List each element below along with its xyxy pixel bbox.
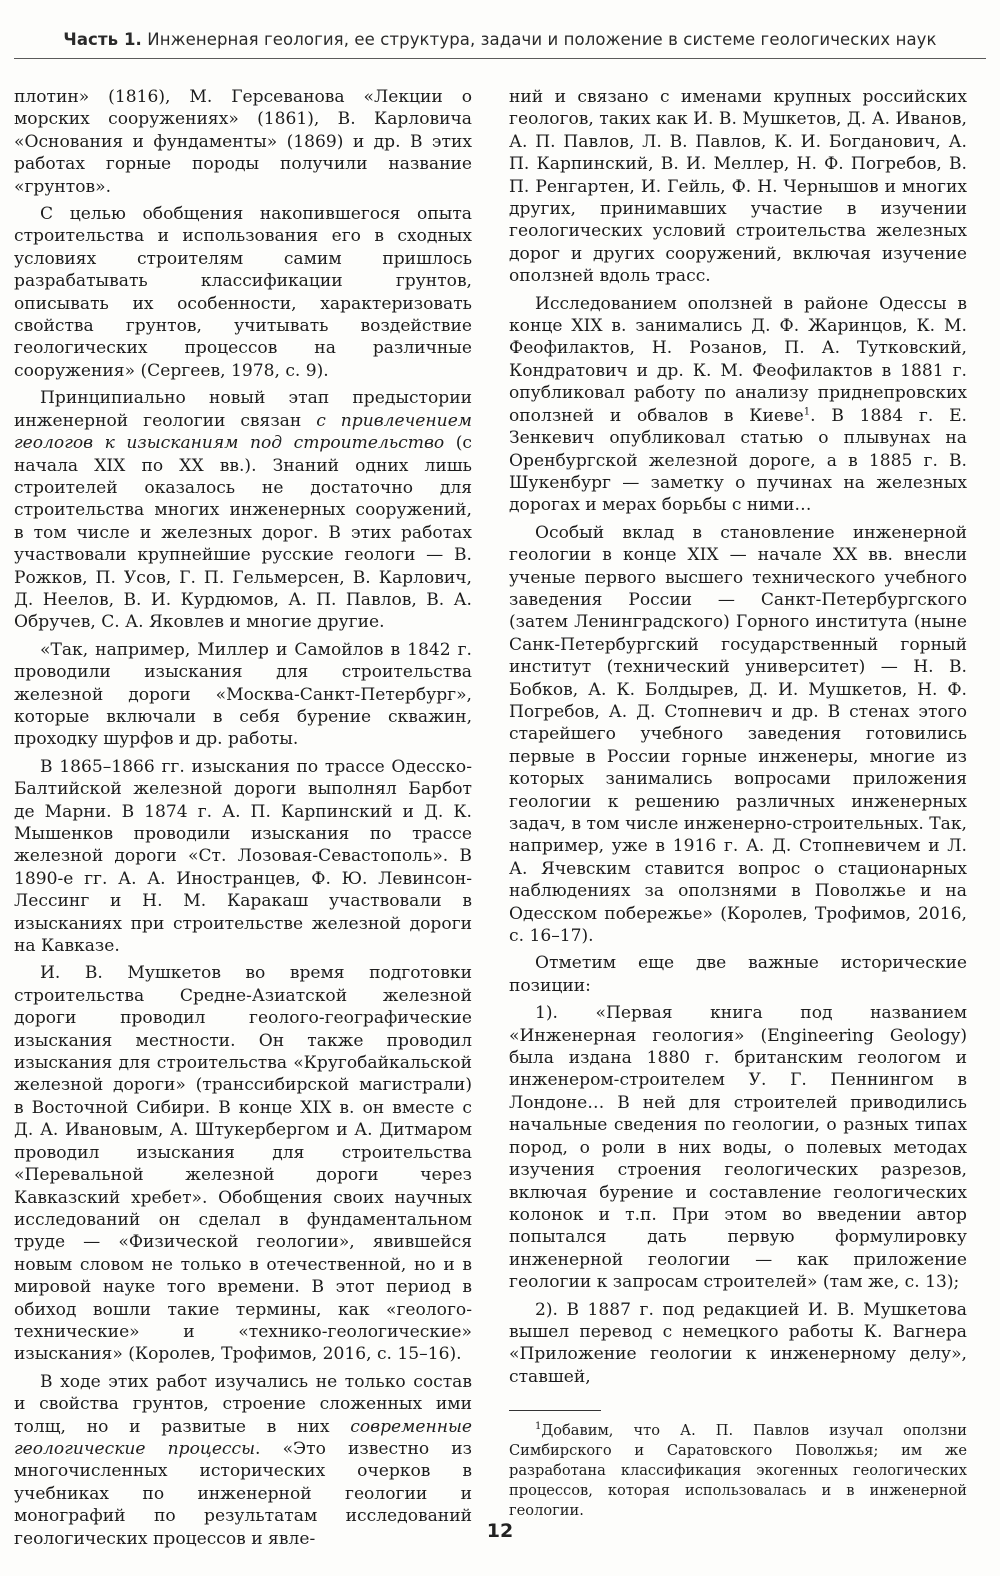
paragraph: [14, 387, 472, 633]
text-run: . «Это известно из многочисленных исторических очерков в учебниках по инженерной геологии и монографий по результатам исследований геологических процессов и явле-: [14, 1438, 472, 1549]
header-divider: [14, 58, 986, 59]
text-run: Исследованием оползней в районе Одессы в конце XIX в. занимались Д. Ф. Жаринцов, К. М. Феофилактов, Н. Розанов, П. А. Тутковский, Кондратович и др. К. М. Феофилактов в 1881 г. опубликовал работу по анализу приднепровских оползней и обвалов в Киеве: [509, 293, 967, 426]
footnote-marker: 1: [535, 1421, 542, 1433]
emphasis-text: с привлечением геологов к изысканиям под строительство: [14, 410, 472, 454]
footnote-reference[interactable]: 1: [803, 406, 811, 417]
paragraph: И. В. Мушкетов во время подготовки строительства Средне-Азиатской железной дороги проводил геолого-географические изыскания местности. Он также проводил изыскания для строительства «Кругобайкальской железной дороги» (транссибирской магистрали) в Восточной Сибири. В конце XIX в. он вместе с Д. А. Ивановым, А. Штукербергом и А. Дитмаром проводил изыскания для строительства «Перевальной железной дороги через Кавказский хребет». Обобщения своих научных исследований он сделал в фундаментальном труде — «Физической геологии», явившейся новым словом не только в отечественной, но и в мировой науке того времени. В этот период в обиход вошли такие термины, как «геолого-технические» и «технико-геологические» изыскания» (Королев, Трофимов, 2016, с. 15–16).: [14, 963, 472, 1365]
text-run: . В 1884 г. Е. Зенкевич опубликовал статью о плывунах на Оренбургской железной дороге, а в 1885 г. В. Шукенбург — заметку о пучинах на железных дорогах и мерах борьбы с ними…: [509, 405, 967, 516]
running-header: [14, 30, 986, 49]
right-column: [509, 86, 967, 1526]
text-run: Принципиально новый этап предыстории инженерной геологии связан: [14, 388, 472, 431]
paragraph: ний и связано с именами крупных российских геологов, таких как И. В. Мушкетов, Д. А. Иванов, А. П. Павлов, Л. В. Павлов, К. И. Богданович, А. П. Карпинский, В. И. Меллер, Н. Ф. Погребов, В. П. Ренгартен, И. Гейль, Ф. Н. Чернышов и многих других, принимавших участие в изучении геологических условий строительства железных дорог и других сооружений, включая изучение оползней вдоль трасс.: [509, 87, 967, 287]
paragraph: Особый вклад в становление инженерной геологии в конце XIX — начале XX вв. внесли ученые первого высшего технического учебного заведения России — Санкт-Петербургского (затем Ленинградского) Горного института (ныне Санк-Петербургский государственный горный институт (технический университет) — Н. В. Бобков, А. К. Болдырев, Д. И. Мушкетов, Н. Ф. Погребов, А. Д. Стопневич и др. В стенах этого старейшего учебного заведения готовились первые в России горные инженеры, многие из которых занимались вопросами приложения геологии к решению различных инженерных задач, в том числе инженерно-строительных. Так, например, уже в 1916 г. А. Д. Стопневичем и Л. А. Ячевским ставится вопрос о стационарных наблюдениях за оползнями в Поволжье и на Одесском побережье» (Королев, Трофимов, 2016, с. 16–17).: [509, 522, 967, 947]
paragraph: 1). «Первая книга под названием «Инженерная геология» (Engineering Geology) была издана 1880 г. британским геологом и инженером-строителем У. Г. Пеннингом в Лондоне… В ней для строителей приводились начальные сведения по геологии, о разных типах пород, о роли в них воды, о полевых методах изучения строения геологических разрезов, включая бурение и составление геологических колонок и т.п. При этом во введении автор попытался дать первую формулировку инженерной геологии — как приложение геологии к запросам строителей» (там же, с. 13);: [509, 1003, 967, 1293]
text-run: (с начала XIX по XX вв.). Знаний одних лишь строителей оказалось не достаточно для строительства многих инженерных сооружений, в том числе и железных дорог. В этих работах участвовали крупнейшие русские геологи — В. Рожков, П. Усов, Г. П. Гельмерсен, В. Карлович, Д. Неелов, В. И. Курдюмов, А. П. Павлов, В. А. Обручев, С. А. Яковлев и многие другие.: [14, 433, 472, 633]
chapter-title: Инженерная геология, ее структура, задачи и положение в системе геологических наук: [147, 30, 937, 49]
emphasis-text: современные геологические процессы: [14, 1416, 472, 1459]
footnote: [509, 1421, 967, 1521]
page-number: 12: [486, 1520, 514, 1542]
paragraph: «Так, например, Миллер и Самойлов в 1842 г. проводили изыскания для строительства железной дороги «Москва-Санкт-Петербург», которые включали в себя бурение скважин, проходку шурфов и др. работы.: [14, 639, 472, 750]
text-run: В ходе этих работ изучались не только состав и свойства грунтов, строение сложенных ими толщ, но и развитые в них: [14, 1371, 472, 1437]
footnote-divider: [509, 1410, 601, 1411]
paragraph: плотин» (1816), М. Герсеванова «Лекции о морских сооружениях» (1861), В. Карловича «Основания и фундаменты» (1869) и др. В этих работах горные породы получили название «грунтов».: [14, 87, 472, 197]
paragraph: [509, 293, 967, 517]
footnote-text: Добавим, что А. П. Павлов изучал оползни Симбирского и Саратовского Поволжья; им же разработана классификация экогенных геологических процессов, которая использовалась и в инженерной геологии.: [509, 1422, 967, 1520]
left-column: [14, 86, 472, 1555]
paragraph: В 1865–1866 гг. изыскания по трассе Одесско-Балтийской железной дороги выполнял Барбот де Марни. В 1874 г. А. П. Карпинский и Д. К. Мышенков проводили изыскания по трассе железной дороги «Ст. Лозовая-Севастополь». В 1890-е гг. А. А. Иностранцев, Ф. Ю. Левинсон-Лессинг и Н. М. Каракаш участвовали в изысканиях при строительстве железной дороги на Кавказе.: [14, 756, 472, 957]
paragraph: Отметим еще две важные исторические позиции:: [509, 953, 967, 996]
part-label: Часть 1.: [63, 30, 142, 49]
paragraph: 2). В 1887 г. под редакцией И. В. Мушкетова вышел перевод с немецкого работы К. Вагнера «Приложение геологии к инженерному делу», ставшей,: [509, 1299, 967, 1387]
paragraph: С целью обобщения накопившегося опыта строительства и использования его в сходных условиях строителям самим пришлось разрабатывать классификации грунтов, описывать их особенности, характеризовать свойства грунтов, учитывать воздействие геологических процессов на различные сооружения» (Сергеев, 1978, с. 9).: [14, 204, 472, 381]
